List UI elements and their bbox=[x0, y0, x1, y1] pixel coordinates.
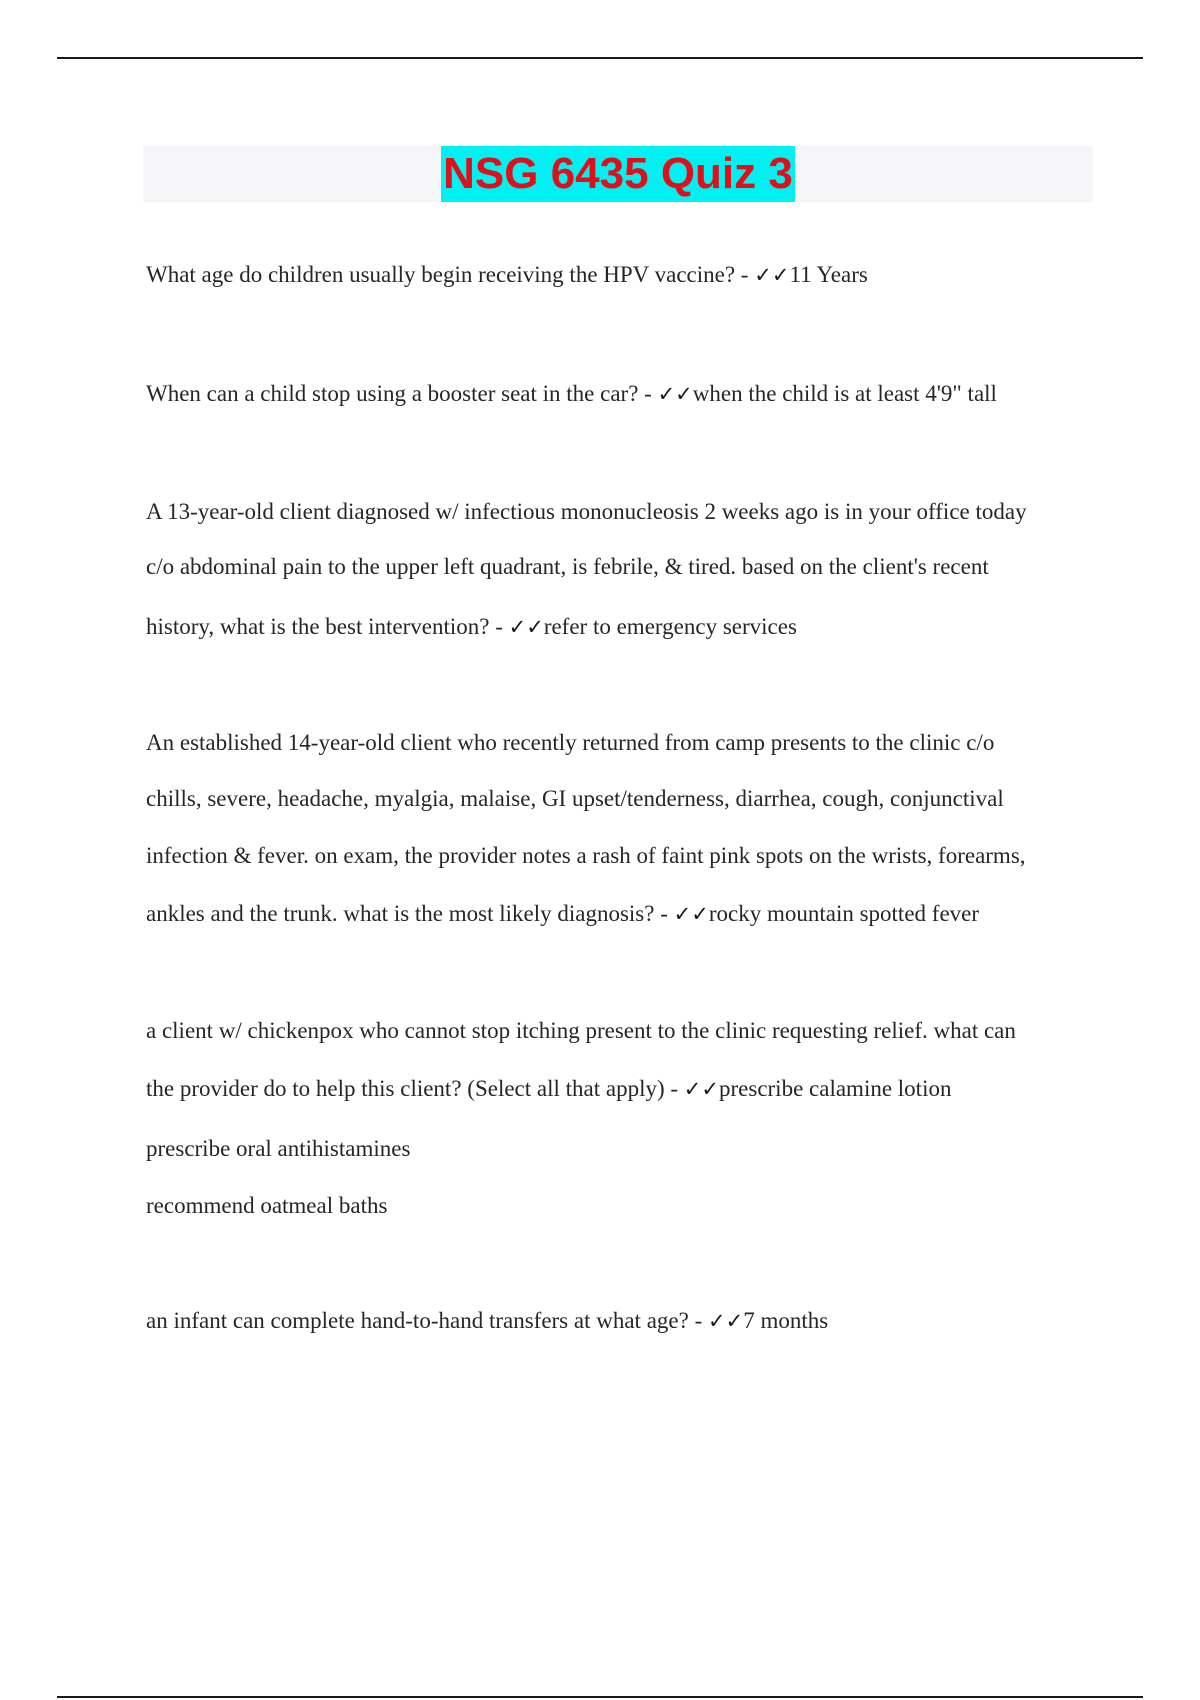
qa-2-question: When can a child stop using a booster seat in the car? - bbox=[146, 381, 658, 406]
qa-1-line-1 bbox=[146, 260, 868, 290]
qa-3-line-2: c/o abdominal pain to the upper left quadrant, is febrile, & tired. based on the client's recent bbox=[146, 554, 989, 579]
bottom-rule bbox=[57, 1696, 1143, 1698]
qa-4-question: ankles and the trunk. what is the most likely diagnosis? - bbox=[146, 901, 674, 926]
qa-5-line-2 bbox=[146, 1074, 951, 1104]
qa-1-question: What age do children usually begin receiving the HPV vaccine? - bbox=[146, 262, 755, 287]
qa-3-question: history, what is the best intervention? - bbox=[146, 614, 509, 639]
check-mark-icon: ✓✓ bbox=[657, 382, 693, 406]
qa-4-line-4 bbox=[146, 899, 979, 929]
qa-2-line-1 bbox=[146, 379, 997, 409]
check-mark-icon: ✓✓ bbox=[754, 263, 790, 287]
qa-5-extra-2: recommend oatmeal baths bbox=[146, 1193, 388, 1218]
qa-4-line-1: An established 14-year-old client who recently returned from camp presents to the clinic c/o bbox=[146, 730, 995, 755]
qa-6-line-1 bbox=[146, 1306, 828, 1336]
qa-2-answer: when the child is at least 4'9" tall bbox=[692, 381, 997, 406]
qa-5-line-1: a client w/ chickenpox who cannot stop itching present to the clinic requesting relief. what can bbox=[146, 1018, 1016, 1043]
title-banner bbox=[143, 146, 1093, 202]
check-mark-icon: ✓✓ bbox=[707, 1309, 744, 1333]
qa-5-question: the provider do to help this client? (Select all that apply) - bbox=[146, 1076, 684, 1101]
qa-5-extra-1: prescribe oral antihistamines bbox=[146, 1136, 411, 1161]
qa-4-answer: rocky mountain spotted fever bbox=[708, 901, 980, 926]
check-mark-icon: ✓✓ bbox=[673, 902, 709, 926]
qa-4-line-2: chills, severe, headache, myalgia, malaise, GI upset/tenderness, diarrhea, cough, conjunctival bbox=[146, 786, 1004, 811]
qa-3-line-1: A 13-year-old client diagnosed w/ infectious mononucleosis 2 weeks ago is in your office today bbox=[146, 499, 1027, 524]
check-mark-icon: ✓✓ bbox=[508, 615, 544, 639]
qa-3-answer: refer to emergency services bbox=[543, 614, 797, 639]
qa-4-line-3: infection & fever. on exam, the provider notes a rash of faint pink spots on the wrists, forearms, bbox=[146, 843, 1026, 868]
page-title: NSG 6435 Quiz 3 bbox=[441, 146, 795, 202]
top-rule bbox=[57, 57, 1143, 59]
qa-5-answer: prescribe calamine lotion bbox=[719, 1076, 952, 1101]
check-mark-icon: ✓✓ bbox=[683, 1077, 719, 1101]
qa-3-line-3 bbox=[146, 612, 797, 642]
qa-6-question: an infant can complete hand-to-hand transfers at what age? - bbox=[146, 1308, 708, 1333]
qa-6-answer: 7 months bbox=[743, 1308, 829, 1333]
qa-1-answer: 11 Years bbox=[789, 262, 868, 287]
